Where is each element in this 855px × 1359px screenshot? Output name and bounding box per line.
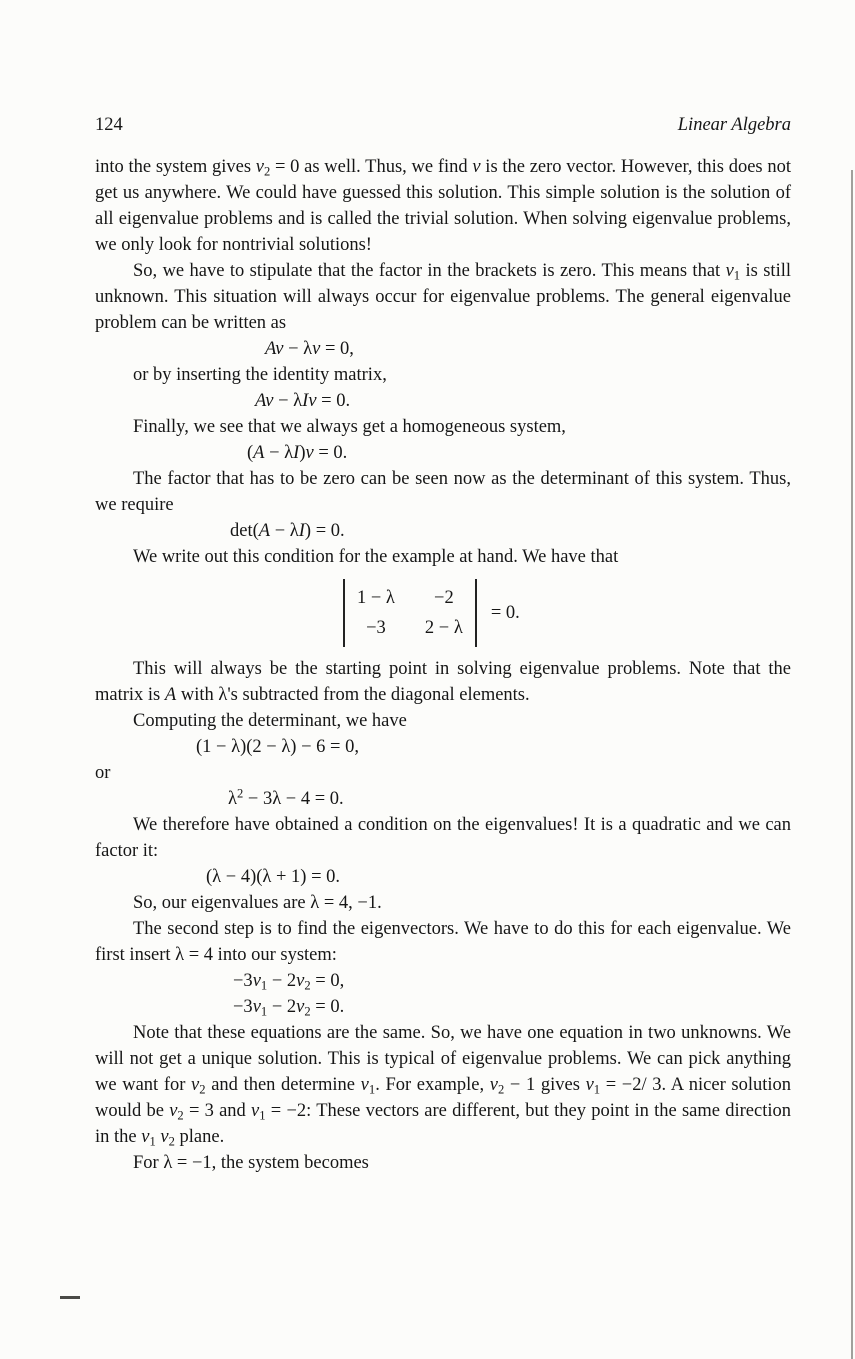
equation: det(A − λI) = 0.: [230, 521, 345, 541]
matrix-cell: −3: [366, 618, 386, 638]
page-body: [95, 154, 791, 1176]
paragraph: into the system gives $v_2 = 0$ as well. Thus, we find v is the zero vector. However, this does not get us anywhere. We could have guessed this solution. This simple solution is the solution of all eigenvalue problems and is called the trivial solution. When solving eigenvalue problems, we only look for nontrivial solutions!: [95, 157, 791, 255]
paragraph: We write out this condition for the example at hand. We have that: [133, 547, 619, 567]
paragraph: The second step is to find the eigenvectors. We have to do this for each eigenvalue. We first insert λ = 4 into our system:: [95, 919, 791, 965]
equation: $-3v_1 - 2v_2 = 0$,: [233, 971, 345, 993]
paragraph: So, we have to stipulate that the factor in the brackets is zero. This means that $v_1$ is still unknown. This situation will always occur for eigenvalue problems. The general eigenvalue problem can be written as: [95, 261, 791, 333]
determinant-matrix: [343, 579, 477, 647]
paragraph: The factor that has to be zero can be seen now as the determinant of this system. Thus, we require: [95, 469, 791, 515]
equation: Av − λIv = 0.: [255, 391, 351, 411]
determinant-equation: [343, 579, 791, 647]
paragraph: or by inserting the identity matrix,: [133, 365, 387, 385]
scan-mark-artifact: [60, 1296, 80, 1299]
paragraph: This will always be the starting point in solving eigenvalue problems. Note that the matrix is A with λ's subtracted from the diagonal elements.: [95, 659, 791, 705]
paragraph: We therefore have obtained a condition on the eigenvalues! It is a quadratic and we can factor it:: [95, 815, 791, 861]
paragraph: So, our eigenvalues are λ = 4, −1.: [133, 893, 382, 913]
paragraph: or: [95, 763, 111, 783]
running-title: Linear Algebra: [677, 115, 791, 135]
matrix-cell: −2: [434, 588, 454, 608]
scan-edge-artifact: [851, 170, 853, 1359]
paragraph: For λ = −1, the system becomes: [133, 1153, 369, 1173]
matrix-cell: 2 − λ: [424, 618, 463, 638]
paragraph: Finally, we see that we always get a homogeneous system,: [133, 417, 566, 437]
equation: Av − λv = 0,: [265, 339, 354, 359]
equation: $\lambda^2 - 3\lambda - 4 = 0$.: [228, 786, 344, 809]
running-head: [95, 112, 791, 138]
equation: (1 − λ)(2 − λ) − 6 = 0,: [196, 737, 359, 757]
determinant-rhs: = 0.: [490, 603, 520, 623]
paragraph: Note that these equations are the same. So, we have one equation in two unknowns. We will not get a unique solution. This is typical of eigenvalue problems. We can pick anything we want for $v_2$ and then determine $v_1$. For example, $v_2 - 1$ gives $v_1 = -2/$ 3. A nicer solution would be $v_2 = 3$ and $v_1 = -2$: These vectors are different, but they point in the same direction in the $v_1$ $v_2$ plane.: [95, 1023, 791, 1149]
equation: (λ − 4)(λ + 1) = 0.: [206, 867, 341, 887]
matrix-cell: 1 − λ: [357, 588, 395, 608]
page-number: 124: [95, 115, 123, 135]
paragraph: Computing the determinant, we have: [133, 711, 407, 731]
equation: $-3v_1 - 2v_2 = 0$.: [233, 997, 345, 1019]
equation: (A − λI)v = 0.: [247, 443, 348, 463]
